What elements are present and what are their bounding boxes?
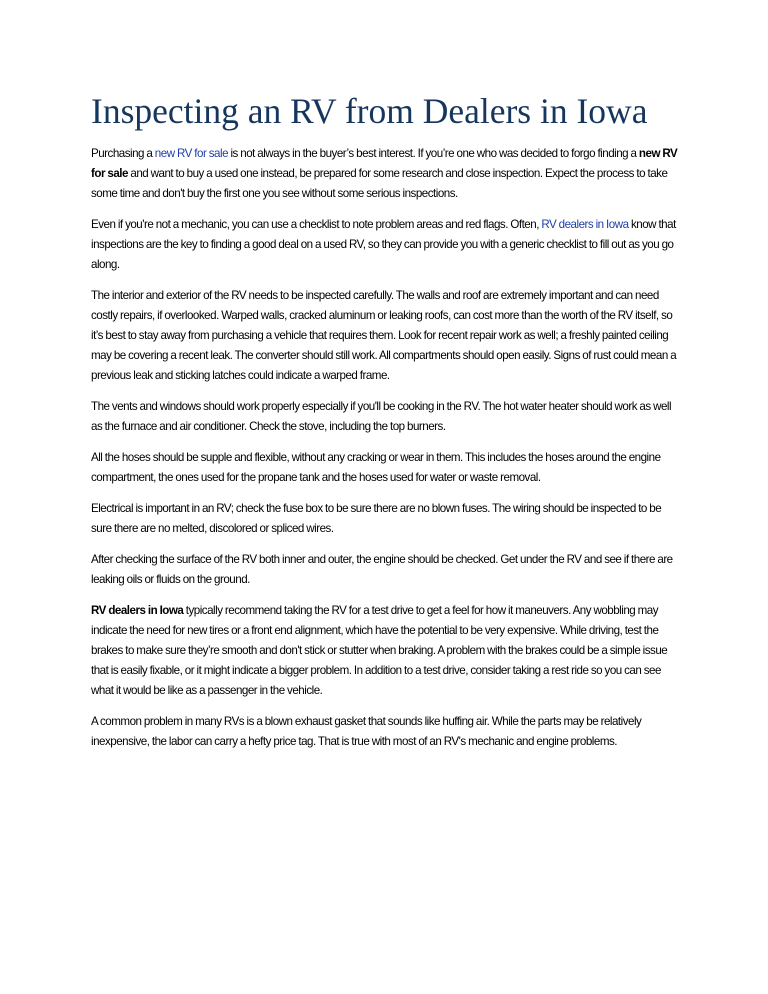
paragraph-7: After checking the surface of the RV both inner and outer, the engine should be checked. Get under the RV and see if there are leaking oils or fluids on the ground.: [91, 553, 673, 586]
paragraph-6: Electrical is important in an RV; check the fuse box to be sure there are no blown fuses. The wiring should be inspected to be sure there are no melted, discolored or spliced wires.: [91, 502, 662, 535]
paragraph-9: A common problem in many RVs is a blown exhaust gasket that sounds like huffing air. While the parts may be relatively inexpensive, the labor can carry a hefty price tag. That is true with most of an RV's mechanic and engine problems.: [91, 715, 642, 748]
document-body: [91, 144, 679, 763]
paragraph-text: typically recommend taking the RV for a test drive to get a feel for how it maneuvers. Any wobbling may indicate the need for new tires or a front end alignment, which have the potential to be very expensive. While driving, test the brakes to make sure they’re smooth and don't stick or stutter when braking. A problem with the brakes could be a simple issue that is easily fixable, or it might indicate a bigger problem. In addition to a test drive, consider taking a rest ride so you can see what it would be like as a passenger in the vehicle.: [91, 604, 668, 697]
rv-dealers-in-iowa-link[interactable]: RV dealers in Iowa: [541, 218, 629, 231]
paragraph-5: All the hoses should be supple and flexible, without any cracking or wear in them. This includes the hoses around the engine compartment, the ones used for the propane tank and the hoses used for water or waste removal.: [91, 451, 661, 484]
paragraph-2: [91, 215, 679, 275]
bold-phrase: RV dealers in Iowa: [91, 604, 184, 617]
paragraph-text: is not always in the buyer’s best interest. If you’re one who was decided to forgo finding a: [228, 147, 639, 160]
paragraph-text: and want to buy a used one instead, be prepared for some research and close inspection. Expect the process to take some time and don't buy the first one you see without some serious inspections.: [91, 167, 668, 200]
paragraph-3: The interior and exterior of the RV needs to be inspected carefully. The walls and roof are extremely important and can need costly repairs, if overlooked. Warped walls, cracked aluminum or leaking roofs, can cost more than the worth of the RV itself, so it’s best to stay away from purchasing a vehicle that requires them. Look for recent repair work as well; a freshly painted ceiling may be covering a recent leak. The converter should still work. All compartments should open easily. Signs of rust could mean a previous leak and sticking latches could indicate a warped frame.: [91, 289, 677, 382]
paragraph-4: The vents and windows should work properly especially if you'll be cooking in the RV. The hot water heater should work as well as the furnace and air conditioner. Check the stove, including the top burners.: [91, 400, 672, 433]
paragraph-8: [91, 601, 679, 701]
paragraph-text: know that inspections are the key to finding a good deal on a used RV, so they can provide you with a generic checklist to fill out as you go along.: [91, 218, 676, 271]
paragraph-1: [91, 144, 679, 204]
paragraph-text: Even if you're not a mechanic, you can use a checklist to note problem areas and red flags. Often,: [91, 218, 542, 231]
bold-phrase: new RV for sale: [91, 147, 678, 180]
new-rv-for-sale-link[interactable]: new RV for sale: [154, 147, 229, 160]
document-title: Inspecting an RV from Dealers in Iowa: [91, 91, 648, 131]
paragraph-text: Purchasing a: [91, 147, 155, 160]
